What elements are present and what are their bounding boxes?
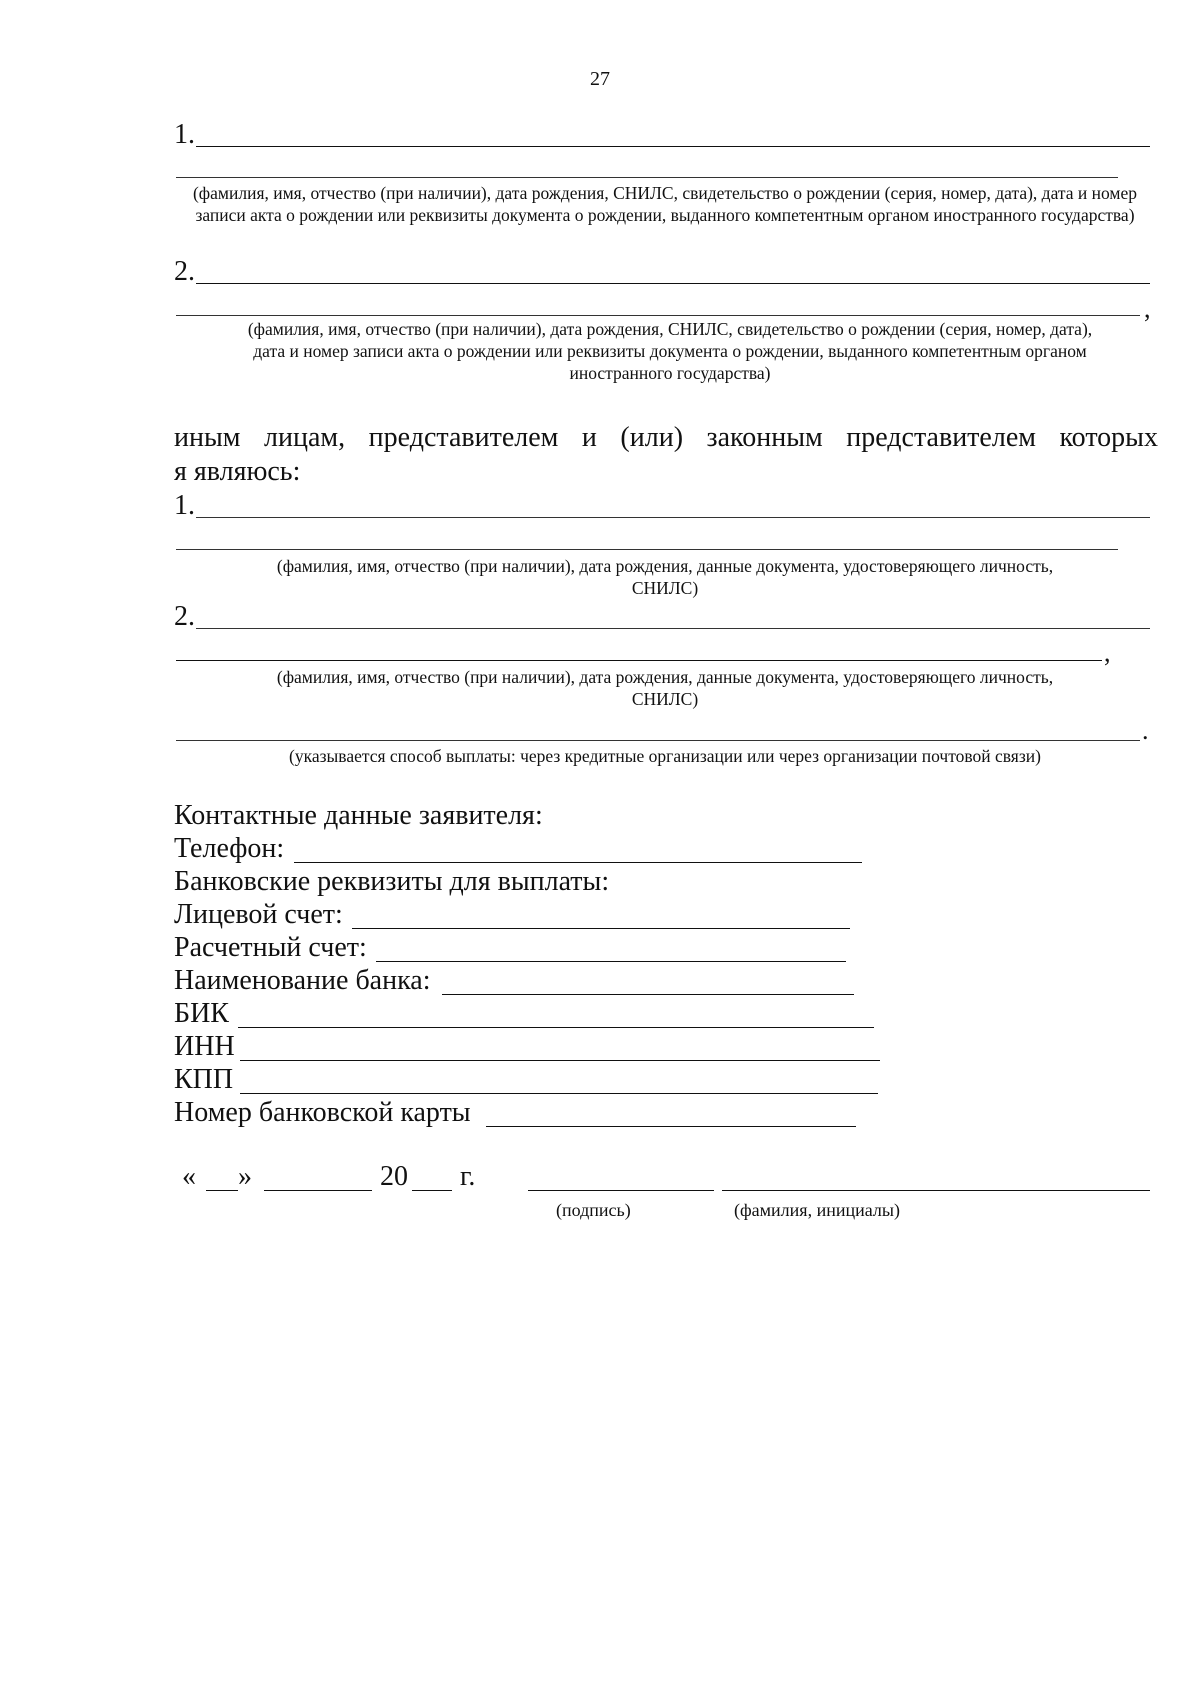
contacts-heading: Контактные данные заявителя:: [174, 800, 543, 831]
inn-label: ИНН: [174, 1031, 235, 1062]
payment-method-period: .: [1142, 716, 1149, 745]
bank-name-label: Наименование банка:: [174, 965, 431, 996]
other-1-caption-line-2: СНИЛС): [631, 578, 699, 598]
others-intro-line-1: иным лицам, представителем и (или) законным представителем которых: [174, 422, 1158, 453]
other-1-label: 1.: [174, 490, 195, 521]
date-year-input-line[interactable]: [412, 1190, 452, 1191]
signature-caption: (подпись): [556, 1200, 631, 1220]
child-2-label: 2.: [174, 256, 195, 287]
child-2-input-line-2[interactable]: [176, 315, 1140, 316]
other-1-caption-line-1: (фамилия, имя, отчество (при наличии), дата рождения, данные документа, удостоверяющего личность,: [276, 556, 1054, 576]
child-2-comma: ,: [1144, 294, 1151, 323]
date-month-input-line[interactable]: [264, 1190, 372, 1191]
other-1-input-line[interactable]: [196, 517, 1150, 518]
phone-label: Телефон:: [174, 833, 285, 864]
card-number-input-line[interactable]: [486, 1126, 856, 1127]
personal-account-label: Лицевой счет:: [174, 899, 343, 930]
other-1-input-line-2[interactable]: [176, 549, 1118, 550]
date-year-prefix: 20: [380, 1161, 408, 1192]
name-initials-caption: (фамилия, инициалы): [734, 1200, 900, 1220]
page-number: 27: [590, 68, 610, 90]
other-2-comma: ,: [1104, 638, 1111, 667]
date-close-quote: »: [238, 1161, 252, 1192]
card-number-label: Номер банковской карты: [174, 1097, 471, 1128]
payment-method-caption: (указывается способ выплаты: через кредитные организации или через организации почтовой связи): [289, 746, 1041, 766]
bank-name-input-line[interactable]: [442, 994, 854, 995]
kpp-label: КПП: [174, 1064, 234, 1095]
child-2-input-line[interactable]: [196, 283, 1150, 284]
bik-input-line[interactable]: [238, 1027, 874, 1028]
date-year-suffix: г.: [460, 1161, 476, 1192]
name-initials-input-line[interactable]: [722, 1190, 1150, 1191]
settlement-account-input-line[interactable]: [376, 961, 846, 962]
child-1-input-line-2[interactable]: [176, 177, 1118, 178]
other-2-label: 2.: [174, 601, 195, 632]
child-2-caption: (фамилия, имя, отчество (при наличии), дата рождения, СНИЛС, свидетельство о рождении (серия, номер, дата), дата и номер записи акта о рождении или реквизиты документа о рождении, выданного компетентным органом иностранного государства): [247, 319, 1093, 383]
other-2-caption-line-2: СНИЛС): [631, 689, 699, 709]
kpp-input-line[interactable]: [240, 1093, 878, 1094]
child-1-label: 1.: [174, 119, 195, 150]
personal-account-input-line[interactable]: [352, 928, 850, 929]
other-2-caption-line-1: (фамилия, имя, отчество (при наличии), дата рождения, данные документа, удостоверяющего личность,: [276, 667, 1054, 687]
bik-label: БИК: [174, 998, 229, 1029]
date-day-input-line[interactable]: [206, 1190, 238, 1191]
settlement-account-label: Расчетный счет:: [174, 932, 367, 963]
other-2-input-line[interactable]: [196, 628, 1150, 629]
phone-input-line[interactable]: [294, 862, 862, 863]
others-intro-line-2: я являюсь:: [174, 456, 301, 487]
inn-input-line[interactable]: [240, 1060, 880, 1061]
child-1-input-line[interactable]: [196, 146, 1150, 147]
date-open-quote: «: [182, 1161, 196, 1192]
bank-details-heading: Банковские реквизиты для выплаты:: [174, 866, 610, 897]
child-1-caption: (фамилия, имя, отчество (при наличии), дата рождения, СНИЛС, свидетельство о рождении (серия, номер, дата), дата и номер записи акта о рождении или реквизиты документа о рождении, выданного компетентным органом иностранного государства): [192, 183, 1138, 225]
signature-input-line[interactable]: [528, 1190, 714, 1191]
payment-method-input-line[interactable]: [176, 740, 1140, 741]
other-2-input-line-2[interactable]: [176, 660, 1102, 661]
